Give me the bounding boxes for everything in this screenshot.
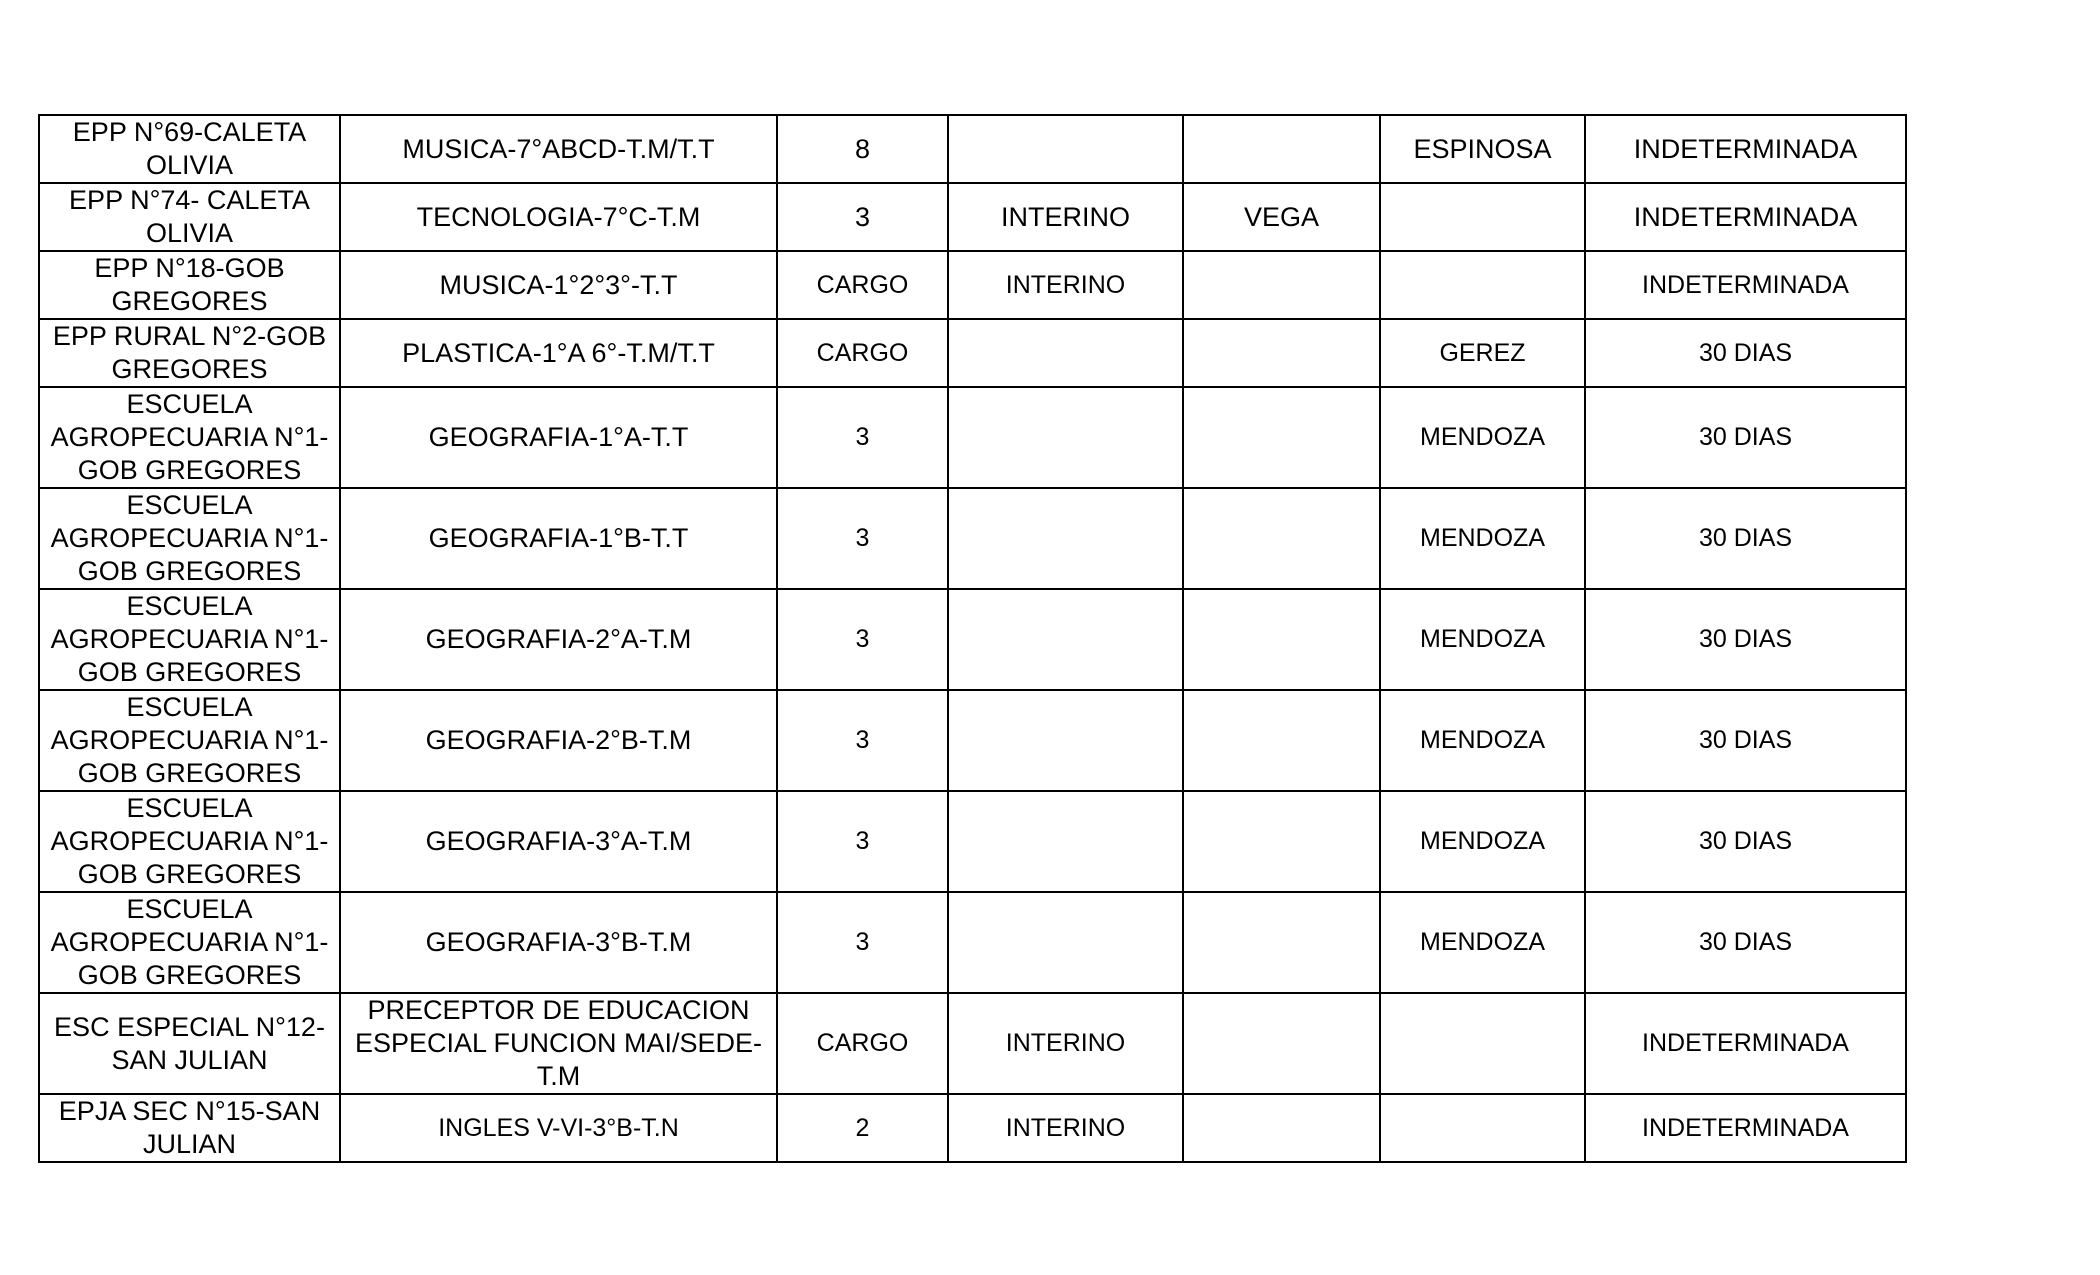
duration-cell: 30 DIAS	[1585, 892, 1906, 993]
hours-cell: 3	[777, 690, 948, 791]
subject-cell: GEOGRAFIA-1°A-T.T	[340, 387, 777, 488]
status-cell	[948, 892, 1183, 993]
table-row	[39, 488, 1906, 589]
status-cell	[948, 589, 1183, 690]
vacancies-table	[38, 114, 1907, 1163]
hours-cell: 3	[777, 488, 948, 589]
duration-cell: 30 DIAS	[1585, 589, 1906, 690]
substitute-cell: ESPINOSA	[1380, 115, 1585, 183]
duration-cell: 30 DIAS	[1585, 791, 1906, 892]
subject-cell: TECNOLOGIA-7°C-T.M	[340, 183, 777, 251]
status-cell: INTERINO	[948, 251, 1183, 319]
holder-cell: VEGA	[1183, 183, 1380, 251]
substitute-cell	[1380, 1094, 1585, 1162]
substitute-cell: MENDOZA	[1380, 589, 1585, 690]
substitute-cell: MENDOZA	[1380, 791, 1585, 892]
substitute-cell: MENDOZA	[1380, 690, 1585, 791]
hours-cell: CARGO	[777, 993, 948, 1094]
status-cell	[948, 488, 1183, 589]
holder-cell	[1183, 319, 1380, 387]
hours-cell: 3	[777, 183, 948, 251]
hours-cell: 2	[777, 1094, 948, 1162]
table-row	[39, 319, 1906, 387]
hours-cell: 3	[777, 791, 948, 892]
substitute-cell	[1380, 251, 1585, 319]
status-cell: INTERINO	[948, 1094, 1183, 1162]
subject-cell: MUSICA-1°2°3°-T.T	[340, 251, 777, 319]
school-cell: ESCUELA AGROPECUARIA N°1-GOB GREGORES	[39, 892, 340, 993]
status-cell	[948, 690, 1183, 791]
hours-cell: 3	[777, 387, 948, 488]
substitute-cell: MENDOZA	[1380, 892, 1585, 993]
duration-cell: 30 DIAS	[1585, 488, 1906, 589]
subject-cell: GEOGRAFIA-1°B-T.T	[340, 488, 777, 589]
table-row	[39, 589, 1906, 690]
status-cell: INTERINO	[948, 183, 1183, 251]
hours-cell: CARGO	[777, 251, 948, 319]
duration-cell: INDETERMINADA	[1585, 251, 1906, 319]
holder-cell	[1183, 488, 1380, 589]
substitute-cell	[1380, 993, 1585, 1094]
school-cell: EPP RURAL N°2-GOB GREGORES	[39, 319, 340, 387]
subject-cell: PRECEPTOR DE EDUCACION ESPECIAL FUNCION MAI/SEDE-T.M	[340, 993, 777, 1094]
school-cell: EPP N°69-CALETA OLIVIA	[39, 115, 340, 183]
holder-cell	[1183, 1094, 1380, 1162]
school-cell: EPJA SEC N°15-SAN JULIAN	[39, 1094, 340, 1162]
duration-cell: 30 DIAS	[1585, 387, 1906, 488]
subject-cell: GEOGRAFIA-2°A-T.M	[340, 589, 777, 690]
duration-cell: INDETERMINADA	[1585, 993, 1906, 1094]
status-cell	[948, 387, 1183, 488]
subject-cell: GEOGRAFIA-3°A-T.M	[340, 791, 777, 892]
school-cell: ESCUELA AGROPECUARIA N°1-GOB GREGORES	[39, 690, 340, 791]
subject-cell: INGLES V-VI-3°B-T.N	[340, 1094, 777, 1162]
school-cell: ESCUELA AGROPECUARIA N°1-GOB GREGORES	[39, 488, 340, 589]
duration-cell: INDETERMINADA	[1585, 183, 1906, 251]
duration-cell: 30 DIAS	[1585, 690, 1906, 791]
school-cell: ESCUELA AGROPECUARIA N°1-GOB GREGORES	[39, 387, 340, 488]
duration-cell: INDETERMINADA	[1585, 115, 1906, 183]
table-row	[39, 791, 1906, 892]
substitute-cell	[1380, 183, 1585, 251]
holder-cell	[1183, 387, 1380, 488]
hours-cell: 3	[777, 892, 948, 993]
holder-cell	[1183, 589, 1380, 690]
substitute-cell: GEREZ	[1380, 319, 1585, 387]
status-cell: INTERINO	[948, 993, 1183, 1094]
duration-cell: 30 DIAS	[1585, 319, 1906, 387]
status-cell	[948, 115, 1183, 183]
holder-cell	[1183, 115, 1380, 183]
school-cell: EPP N°18-GOB GREGORES	[39, 251, 340, 319]
holder-cell	[1183, 690, 1380, 791]
hours-cell: CARGO	[777, 319, 948, 387]
subject-cell: PLASTICA-1°A 6°-T.M/T.T	[340, 319, 777, 387]
school-cell: ESCUELA AGROPECUARIA N°1-GOB GREGORES	[39, 791, 340, 892]
school-cell: ESCUELA AGROPECUARIA N°1-GOB GREGORES	[39, 589, 340, 690]
holder-cell	[1183, 791, 1380, 892]
table-row	[39, 993, 1906, 1094]
subject-cell: GEOGRAFIA-3°B-T.M	[340, 892, 777, 993]
status-cell	[948, 319, 1183, 387]
table-row	[39, 387, 1906, 488]
school-cell: ESC ESPECIAL N°12-SAN JULIAN	[39, 993, 340, 1094]
holder-cell	[1183, 251, 1380, 319]
hours-cell: 3	[777, 589, 948, 690]
table-row	[39, 251, 1906, 319]
substitute-cell: MENDOZA	[1380, 387, 1585, 488]
status-cell	[948, 791, 1183, 892]
hours-cell: 8	[777, 115, 948, 183]
table-row	[39, 183, 1906, 251]
substitute-cell: MENDOZA	[1380, 488, 1585, 589]
table-row	[39, 690, 1906, 791]
school-cell: EPP N°74- CALETA OLIVIA	[39, 183, 340, 251]
subject-cell: GEOGRAFIA-2°B-T.M	[340, 690, 777, 791]
holder-cell	[1183, 993, 1380, 1094]
duration-cell: INDETERMINADA	[1585, 1094, 1906, 1162]
subject-cell: MUSICA-7°ABCD-T.M/T.T	[340, 115, 777, 183]
holder-cell	[1183, 892, 1380, 993]
table-row	[39, 1094, 1906, 1162]
table-row	[39, 115, 1906, 183]
table-row	[39, 892, 1906, 993]
